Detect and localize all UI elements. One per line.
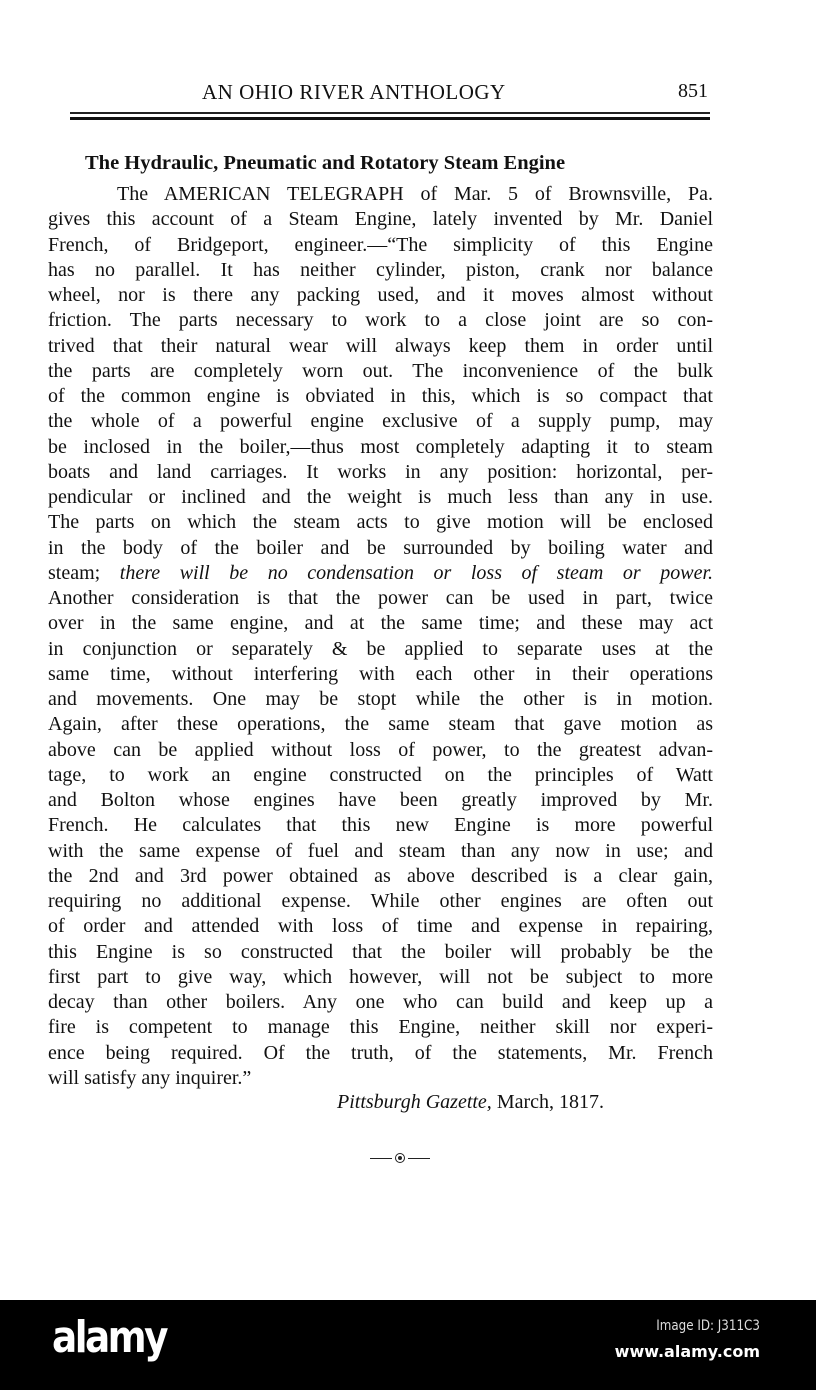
text-line: friction. The parts necessary to work to a close joint are so con- xyxy=(48,309,713,332)
text-line: fire is competent to manage this Engine, neither skill nor experi- xyxy=(48,1016,713,1039)
text-line: in the body of the boiler and be surrounded by boiling water and xyxy=(48,536,713,559)
text-line: decay than other boilers. Any one who can build and keep up a xyxy=(48,991,713,1013)
running-title: AN OHIO RIVER ANTHOLOGY xyxy=(202,80,506,104)
text-line: trived that their natural wear will always keep them in order until xyxy=(48,334,713,357)
text-line: of order and attended with loss of time and expense in repairing, xyxy=(48,915,713,938)
text-line: over in the same engine, and at the same time; and these may act xyxy=(48,612,713,635)
header-rule xyxy=(70,112,710,114)
text-line: same time, without interfering with each other in their operations xyxy=(48,662,713,685)
source-date: March, 1817. xyxy=(491,1091,605,1113)
text-line: gives this account of a Steam Engine, lately invented by Mr. Daniel xyxy=(48,208,713,231)
section-ornament xyxy=(370,1148,430,1168)
source-publication: Pittsburgh Gazette, xyxy=(337,1091,492,1113)
text-roman: steam; xyxy=(48,561,101,584)
text-line: this Engine is so constructed that the boiler will probably be the xyxy=(48,940,713,963)
text-line: above can be applied without loss of power, to the greatest advan- xyxy=(48,738,713,761)
text-italic: there will be no condensation or loss of steam or power. xyxy=(119,561,714,584)
text-line: the 2nd and 3rd power obtained as above described is a clear gain, xyxy=(48,864,713,887)
text-line: the whole of a powerful engine exclusive of a supply pump, may xyxy=(48,410,713,433)
text-line: and Bolton whose engines have been greatly improved by Mr. xyxy=(48,789,713,811)
text-line xyxy=(48,561,713,586)
text-line: Again, after these operations, the same steam that gave motion as xyxy=(48,713,713,736)
text-line: and movements. One may be stopt while the other is in motion. xyxy=(48,688,713,710)
text-line: The AMERICAN TELEGRAPH of Mar. 5 of Brownsville, Pa. xyxy=(117,183,713,205)
page-header xyxy=(70,80,710,104)
article-title: The Hydraulic, Pneumatic and Rotatory Steam Engine xyxy=(85,152,566,174)
text-line: French. He calculates that this new Engine is more powerful xyxy=(48,814,713,837)
text-line: wheel, nor is there any packing used, and it moves almost without xyxy=(48,284,713,306)
text-line: Another consideration is that the power can be used in part, twice xyxy=(48,587,713,609)
text-line: the parts are completely worn out. The inconvenience of the bulk xyxy=(48,359,713,382)
watermark-footer xyxy=(0,1300,816,1390)
page-number: 851 xyxy=(678,80,708,102)
text-line: of the common engine is obviated in this, which is so compact that xyxy=(48,385,713,407)
text-line: will satisfy any inquirer.” xyxy=(48,1066,252,1089)
source-attribution xyxy=(337,1091,604,1114)
text-line: ence being required. Of the truth, of the statements, Mr. French xyxy=(48,1041,713,1064)
text-line: tage, to work an engine constructed on the principles of Watt xyxy=(48,763,713,786)
alamy-logo: alamy xyxy=(52,1312,166,1363)
text-line: be inclosed in the boiler,—thus most completely adapting it to steam xyxy=(48,435,713,458)
text-line: The parts on which the steam acts to give motion will be enclosed xyxy=(48,511,713,534)
site-url: www.alamy.com xyxy=(614,1342,760,1361)
text-line: has no parallel. It has neither cylinder, piston, crank nor balance xyxy=(48,258,713,281)
text-line: French, of Bridgeport, engineer.—“The simplicity of this Engine xyxy=(48,233,713,256)
article-body xyxy=(48,182,713,1091)
text-line: boats and land carriages. It works in any position: horizontal, per- xyxy=(48,460,713,483)
text-line: requiring no additional expense. While other engines are often out xyxy=(48,890,713,912)
text-line: first part to give way, which however, will not be subject to more xyxy=(48,965,713,988)
image-id: Image ID: J311C3 xyxy=(656,1318,760,1334)
text-line: pendicular or inclined and the weight is much less than any in use. xyxy=(48,486,713,508)
text-line: with the same expense of fuel and steam than any now in use; and xyxy=(48,839,713,862)
header-rule-thick xyxy=(70,117,710,120)
text-line: in conjunction or separately & be applied to separate uses at the xyxy=(48,637,713,660)
